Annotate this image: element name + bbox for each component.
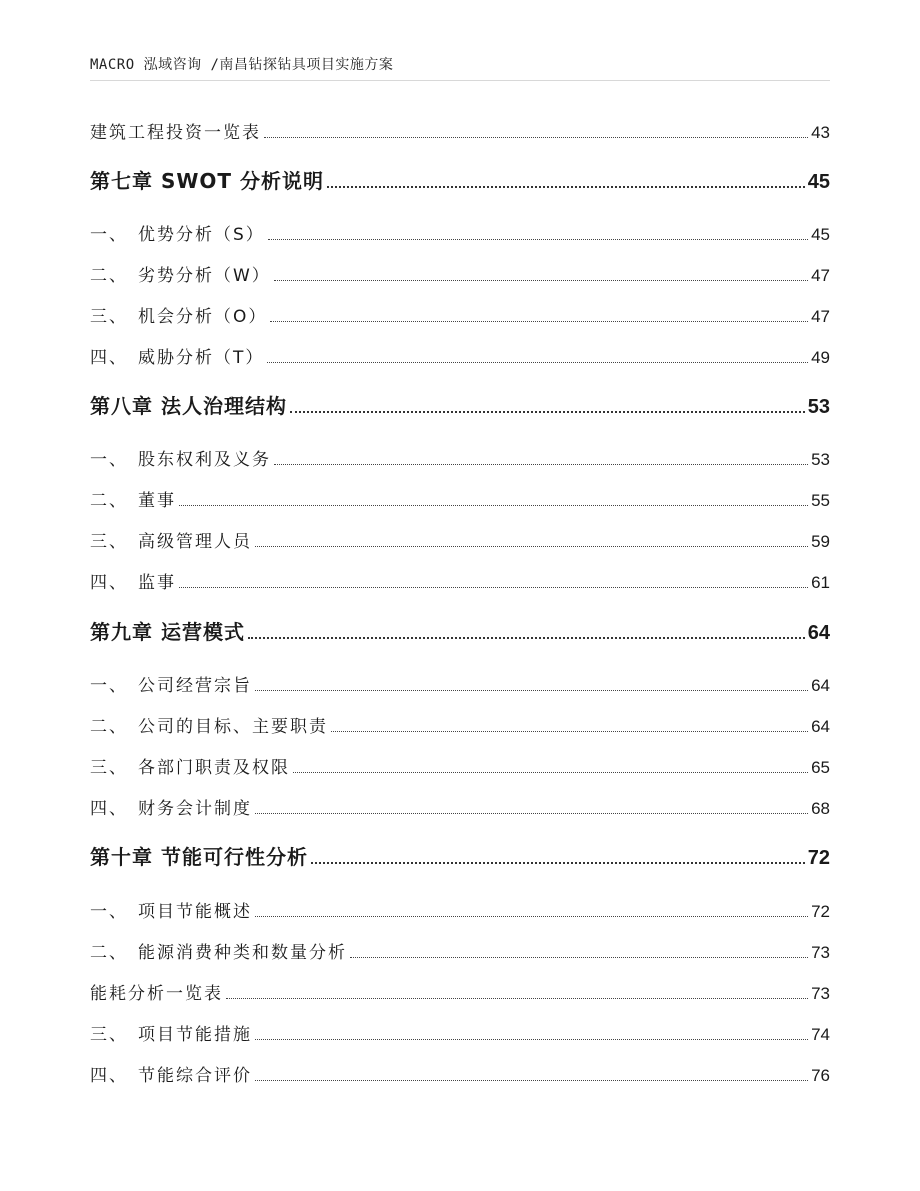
toc-entry-number: 二、 [90,266,128,286]
toc-entry-label: 项目节能概述 [138,902,252,922]
toc-entry-label: 股东权利及义务 [138,450,271,470]
toc-section-entry[interactable] [90,489,830,511]
toc-entry-number: 四、 [90,1066,128,1086]
dot-leader [248,636,805,639]
toc-entry-label: 第九章 运营模式 [90,620,245,644]
toc-entry-number: 三、 [90,532,128,552]
toc-section-entry[interactable] [90,223,830,245]
toc-page-number: 61 [811,573,830,592]
toc-entry-title [90,486,176,511]
toc-section-entry[interactable] [90,264,830,286]
toc-entry-title [90,616,245,645]
dot-leader [327,185,805,188]
toc-section-entry[interactable] [90,715,830,737]
toc-entry-number: 一、 [90,450,128,470]
toc-entry-label: 能耗分析一览表 [90,984,223,1004]
toc-page-number: 43 [811,123,830,142]
toc-chapter-entry[interactable] [90,619,830,645]
toc-page-number: 74 [811,1025,830,1044]
toc-entry-title [90,753,290,778]
toc-entry-title [90,568,176,593]
toc-entry-number: 四、 [90,573,128,593]
toc-entry-label: 优势分析（S） [138,225,265,245]
toc-page-number: 68 [811,799,830,818]
toc-entry-number: 三、 [90,307,128,327]
dot-leader [274,463,808,465]
toc-page-number: 72 [807,847,830,869]
toc-entry-label: 高级管理人员 [138,532,252,552]
toc-section-entry[interactable] [90,674,830,696]
toc-entry-title [90,220,265,245]
toc-chapter-entry[interactable] [90,393,830,419]
dot-leader [311,861,805,864]
toc-section-entry[interactable] [90,121,830,143]
dot-leader [255,1079,808,1081]
toc-entry-title [90,527,252,552]
dot-leader [350,956,808,958]
dot-leader [264,136,808,138]
dot-leader [267,361,808,363]
toc-entry-number: 二、 [90,717,128,737]
toc-entry-title [90,938,347,963]
dot-leader [270,320,808,322]
toc-entry-label: 建筑工程投资一览表 [90,123,261,143]
toc-section-entry[interactable] [90,1023,830,1045]
dot-leader [255,545,808,547]
toc-entry-title [90,794,252,819]
toc-entry-label: 第七章 SWOT 分析说明 [90,169,325,193]
toc-page-number: 49 [811,348,830,367]
toc-entry-number: 三、 [90,1025,128,1045]
toc-section-entry[interactable] [90,1064,830,1086]
dot-leader [274,279,808,281]
toc-entry-title [90,261,271,286]
toc-chapter-entry[interactable] [90,168,830,194]
toc-page-number: 45 [807,171,830,193]
toc-entry-number: 一、 [90,676,128,696]
toc-section-entry[interactable] [90,530,830,552]
toc-entry-title [90,302,267,327]
toc-entry-title [90,671,252,696]
running-header: MACRO 泓域咨询 /南昌钻探钻具项目实施方案 [90,57,394,73]
toc-entry-title [90,1061,252,1086]
toc-entry-label: 第八章 法人治理结构 [90,394,287,418]
toc-chapter-entry[interactable] [90,844,830,870]
dot-leader [179,504,808,506]
toc-entry-number: 三、 [90,758,128,778]
toc-section-entry[interactable] [90,346,830,368]
toc-entry-number: 二、 [90,491,128,511]
toc-entry-title [90,897,252,922]
toc-entry-number: 四、 [90,348,128,368]
dot-leader [255,1038,808,1040]
toc-entry-label: 各部门职责及权限 [138,758,290,778]
toc-entry-title [90,343,264,368]
toc-entry-title [90,1020,252,1045]
toc-entry-label: 监事 [138,573,176,593]
toc-entry-label: 威胁分析（T） [138,348,265,368]
toc-entry-label: 能源消费种类和数量分析 [138,943,347,963]
dot-leader [255,915,808,917]
toc-entry-label: 公司经营宗旨 [138,676,252,696]
dot-leader [255,812,808,814]
toc-entry-label: 董事 [138,491,176,511]
toc-page-number: 64 [811,717,830,736]
toc-page-number: 64 [811,676,830,695]
toc-page-number: 45 [811,225,830,244]
toc-page-number: 53 [811,450,830,469]
dot-leader [268,238,808,240]
toc-entry-label: 节能综合评价 [138,1066,252,1086]
toc-page-number: 72 [811,902,830,921]
toc-entry-title [90,118,261,143]
toc-entry-number: 一、 [90,225,128,245]
dot-leader [226,997,808,999]
toc-section-entry[interactable] [90,982,830,1004]
toc-entry-label: 第十章 节能可行性分析 [90,845,308,869]
toc-entry-label: 项目节能措施 [138,1025,252,1045]
toc-page-number: 55 [811,491,830,510]
toc-section-entry[interactable] [90,797,830,819]
dot-leader [255,689,808,691]
toc-page-number: 47 [811,307,830,326]
toc-section-entry[interactable] [90,900,830,922]
toc-entry-label: 财务会计制度 [138,799,252,819]
toc-page-number: 47 [811,266,830,285]
toc-entry-number: 四、 [90,799,128,819]
toc-entry-number: 一、 [90,902,128,922]
toc-section-entry[interactable] [90,448,830,470]
dot-leader [290,410,805,413]
toc-section-entry[interactable] [90,756,830,778]
toc-entry-number: 二、 [90,943,128,963]
toc-section-entry[interactable] [90,941,830,963]
toc-section-entry[interactable] [90,571,830,593]
toc-entry-title [90,390,287,419]
toc-entry-label: 劣势分析（W） [138,266,271,286]
toc-entry-title [90,841,308,870]
dot-leader [331,730,808,732]
toc-entry-title [90,165,324,194]
toc-entry-label: 公司的目标、主要职责 [138,717,328,737]
toc-section-entry[interactable] [90,305,830,327]
dot-leader [293,771,808,773]
toc-page-number: 73 [811,984,830,1003]
toc-page-number: 64 [807,622,830,644]
dot-leader [179,586,808,588]
header-divider [90,80,830,81]
toc-entry-title [90,712,328,737]
toc-page-number: 73 [811,943,830,962]
toc-page-number: 65 [811,758,830,777]
toc-page-number: 53 [807,396,830,418]
toc-entry-title [90,445,271,470]
toc-page-number: 76 [811,1066,830,1085]
toc-entry-label: 机会分析（O） [138,307,268,327]
toc-page-number: 59 [811,532,830,551]
toc-entry-title [90,979,223,1004]
